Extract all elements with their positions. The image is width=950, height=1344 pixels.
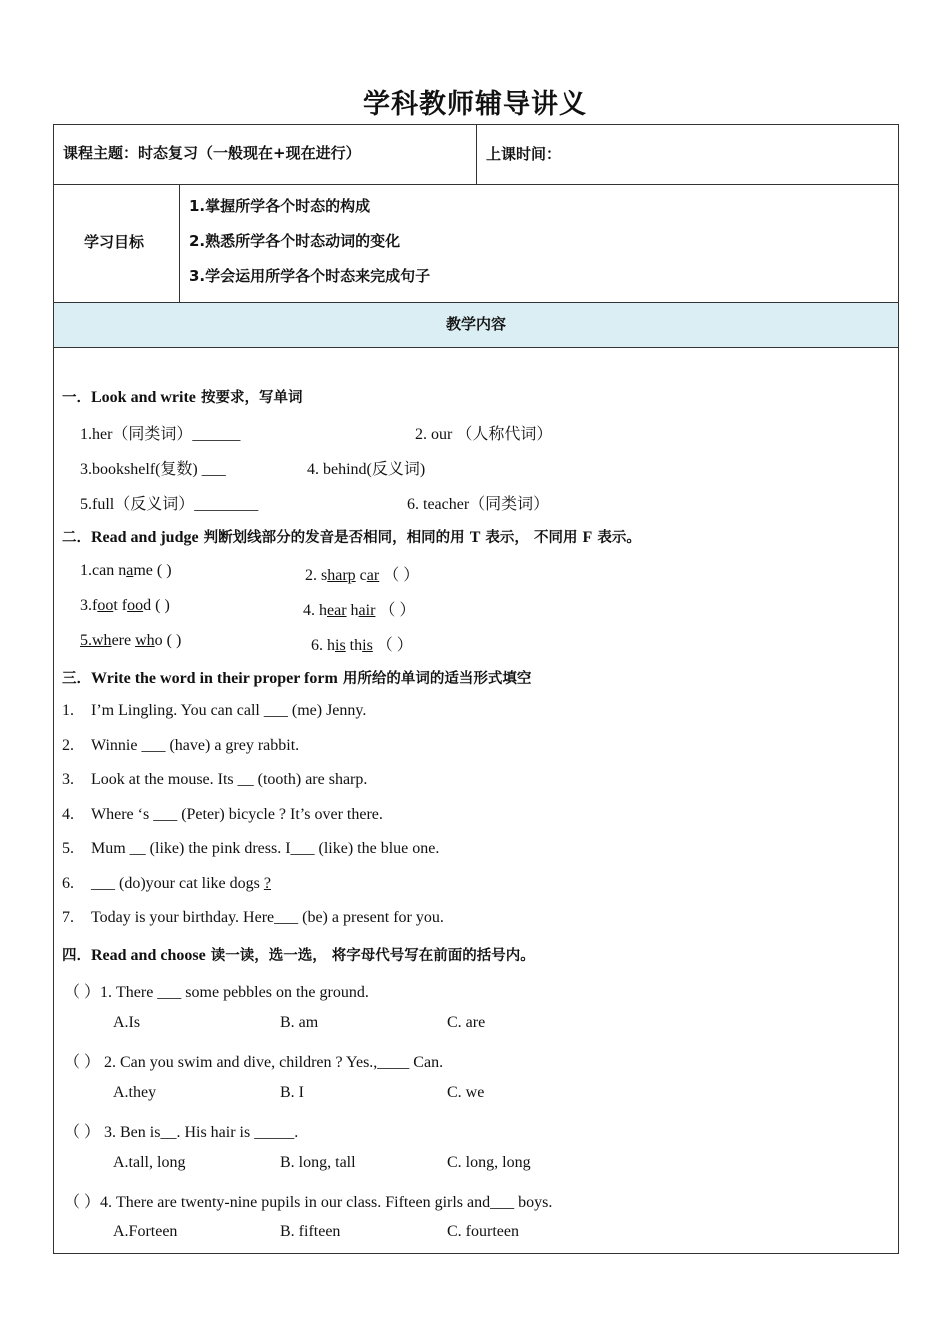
option-c: C. fourteen <box>447 1223 519 1240</box>
option-c: C. long, long <box>447 1154 531 1171</box>
option-c: C. are <box>447 1014 486 1031</box>
question: 3.bookshelf(复数) ___ <box>80 461 226 478</box>
question: （ ） 2. Can you swim and dive, children ? Yes.,____ Can. <box>64 1054 444 1071</box>
question: （ ） 3. Ben is__. His hair is _____. <box>64 1124 299 1141</box>
objective-item: 1.掌握所学各个时态的构成 <box>189 197 371 215</box>
question: 5.full（反义词）________ <box>80 496 259 513</box>
option-b: B. fifteen <box>280 1223 341 1240</box>
question: 5. Mum __ (like) the pink dress. I___ (like) the blue one. <box>62 840 440 857</box>
class-time-label: 上课时间： <box>486 145 562 163</box>
option-b: B. am <box>280 1014 319 1031</box>
option-b: B. I <box>280 1084 304 1101</box>
question: 7. Today is your birthday. Here___ (be) a present for you. <box>62 909 444 926</box>
content-banner-label: 教学内容 <box>445 315 506 333</box>
page-title: 学科教师辅导讲义 <box>363 89 587 120</box>
question: 1.her（同类词）______ <box>80 426 241 443</box>
question: 4. Where ‘s ___ (Peter) bicycle ? It’s over there. <box>62 806 383 823</box>
section-heading: 三．Write the word in their proper form 用所给的单词的适当形式填空 <box>62 670 532 687</box>
question: 2. sharp car （ ） <box>305 567 420 584</box>
section-heading: 四．Read and choose 读一读，选一选， 将字母代号写在前面的括号内。 <box>62 947 535 964</box>
question: 1.can name ( ) <box>80 562 172 579</box>
question: 4. hear hair （ ） <box>303 602 416 619</box>
question: 6. teacher（同类词） <box>407 496 550 513</box>
divider <box>54 184 898 185</box>
question: （ ）1. There ___ some pebbles on the ground. <box>64 984 369 1001</box>
option-c: C. we <box>447 1084 485 1101</box>
question: 4. behind(反义词) <box>307 461 426 478</box>
question: 3.foot food ( ) <box>80 597 170 614</box>
objective-item: 3.学会运用所学各个时态来完成句子 <box>189 267 431 285</box>
divider <box>476 125 477 184</box>
option-a: A.they <box>113 1084 157 1101</box>
option-a: A.Is <box>113 1014 141 1031</box>
question: （ ）4. There are twenty-nine pupils in our class. Fifteen girls and___ boys. <box>64 1194 553 1211</box>
option-a: A.Forteen <box>113 1223 178 1240</box>
question: 5.where who ( ) <box>80 632 182 649</box>
section-heading: 二．Read and judge 判断划线部分的发音是否相同，相同的用 T 表示， 不同用 F 表示。 <box>62 529 641 546</box>
objective-item: 2.熟悉所学各个时态动词的变化 <box>189 232 401 250</box>
question: 1. I’m Lingling. You can call ___ (me) Jenny. <box>62 702 367 719</box>
divider <box>179 184 180 303</box>
divider <box>54 347 898 348</box>
question: 6. his this （ ） <box>311 637 413 654</box>
objectives-label: 学习目标 <box>84 233 145 251</box>
question: 6. ___ (do)your cat like dogs ? <box>62 875 271 892</box>
question: 2. Winnie ___ (have) a grey rabbit. <box>62 737 300 754</box>
section-heading: 一．Look and write 按要求，写单词 <box>62 389 303 406</box>
question: 2. our （人称代词） <box>415 426 553 443</box>
option-b: B. long, tall <box>280 1154 356 1171</box>
course-topic: 课程主题：时态复习（一般现在+现在进行） <box>63 144 361 162</box>
option-a: A.tall, long <box>113 1154 186 1171</box>
question: 3. Look at the mouse. Its __ (tooth) are sharp. <box>62 771 368 788</box>
